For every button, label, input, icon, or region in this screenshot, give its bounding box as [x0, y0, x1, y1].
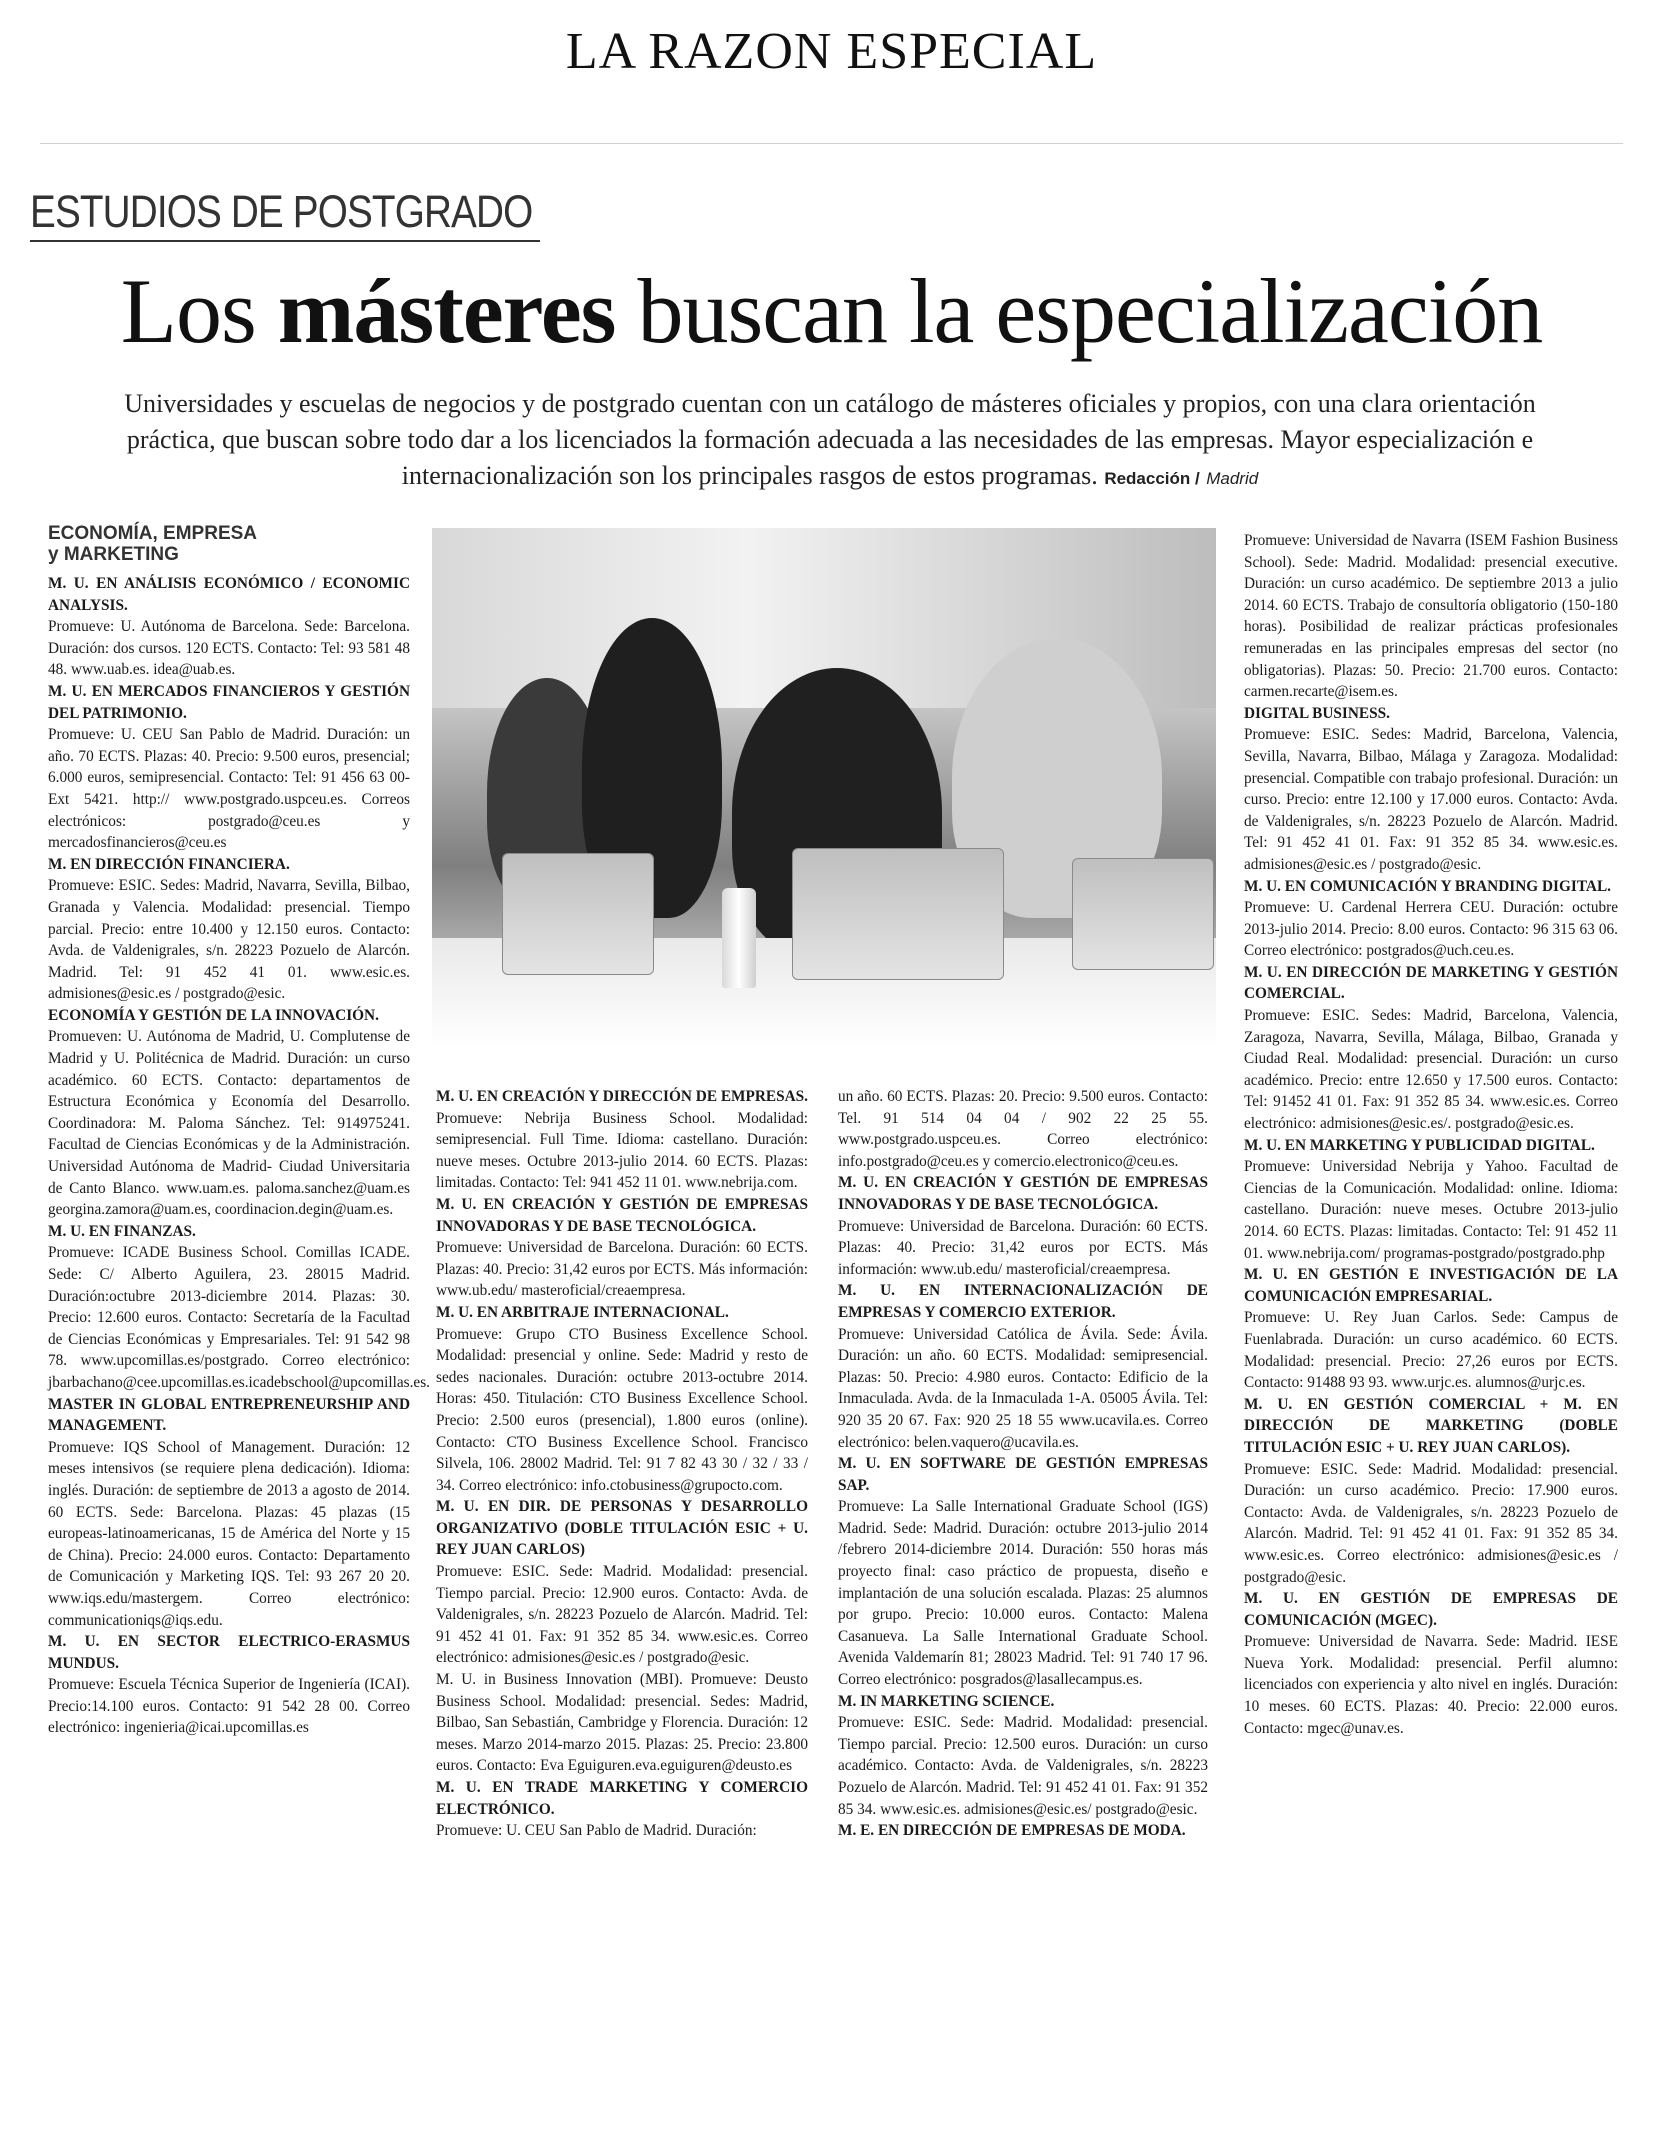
listing-details: Promueve: Universidad Católica de Ávila. Sede: Ávila. Duración: un año. 60 ECTS. Modalidad: semipresencial. Plazas: 50. Precio: 4.980 euros. Contacto: Edificio de la Inmaculada. Avda. de la Inmaculada 1-A. 05005 Ávila. Tel: 920 35 20 67. Fax: 920 25 18 55 www.ucavila.es. Correo electrónico: belen.vaquero@ucavila.es.: [838, 1325, 1208, 1451]
headline-pre: Los: [120, 260, 278, 362]
listing-details: Promueve: U. Autónoma de Barcelona. Sede: Barcelona. Duración: dos cursos. 120 ECTS. Contacto: Tel: 93 581 48 48. www.uab.es. idea@uab.es.: [48, 618, 410, 679]
listing-title: M. IN MARKETING SCIENCE.: [838, 1692, 1055, 1710]
listing-details: Promueve: U. Rey Juan Carlos. Sede: Campus de Fuenlabrada. Duración: un curso académico. 60 ECTS. Modalidad: presencial. Precio: 27,26 euros por ECTS. Contacto: 91488 93 93. www.urjc.es. alumnos@urjc.es.: [1244, 1309, 1618, 1392]
listing-details: Promueve: U. CEU San Pablo de Madrid. Duración:: [436, 1822, 757, 1840]
listing-details: M. U. in Business Innovation (MBI). Promueve: Deusto Business School. Modalidad: presencial. Sedes: Madrid, Bilbao, San Sebastián, Cambridge y Florencia. Duración: 12 meses. Marzo 2014-marzo 2015. Plazas: 25. Precio: 23.800 euros. Contacto: Eva Eguiguren.eva.eguiguren@deusto.es: [436, 1671, 808, 1775]
listing-title: M. U. EN GESTIÓN DE EMPRESAS DE COMUNICACIÓN (MGEC).: [1244, 1590, 1618, 1629]
byline: Redacción /: [1104, 469, 1200, 488]
masthead: LA RAZON ESPECIAL: [565, 23, 1098, 80]
listing-details: Promueve: U. Cardenal Herrera CEU. Duración: octubre 2013-julio 2014. Precio: 8.00 euros. Contacto: 96 315 63 06. Correo electrónico: postgrados@uch.ceu.es.: [1244, 899, 1618, 960]
listing-title: M. U. EN DIR. DE PERSONAS Y DESARROLLO ORGANIZATIVO (DOBLE TITULACIÓN ESIC + U. REY JUAN CARLOS): [436, 1498, 808, 1559]
listing-details: Promueve: Universidad de Navarra. Sede: Madrid. IESE Nueva York. Modalidad: presencial. Perfil alumno: licenciados con experiencia y alto nivel en inglés. Duración: 10 meses. 60 ECTS. Plazas: 40. Precio: 22.000 euros. Contacto: mgec@unav.es.: [1244, 1633, 1618, 1737]
listing-entry: [436, 1496, 808, 1669]
top-rule: [40, 143, 1623, 144]
listing-title: M. EN DIRECCIÓN FINANCIERA.: [48, 855, 290, 873]
byline-city: Madrid: [1206, 469, 1259, 488]
column-2: [436, 1086, 808, 1842]
column-3-entries: [838, 1086, 1208, 1842]
listing-title: M. U. EN CREACIÓN Y GESTIÓN DE EMPRESAS INNOVADORAS Y DE BASE TECNOLÓGICA.: [838, 1174, 1208, 1213]
listing-entry: [1244, 1588, 1618, 1739]
listing-entry: [838, 1691, 1208, 1821]
listing-title: ECONOMÍA Y GESTIÓN DE LA INNOVACIÓN.: [48, 1006, 379, 1024]
listing-details: Promueve: Universidad Nebrija y Yahoo. Facultad de Ciencias de la Comunicación. Modalidad: online. Idioma: castellano. Duración: nueve meses. Octubre 2013-julio 2014. 60 ECTS. Plazas: limitadas. Contacto: Tel: 91 452 11 01. www.nebrija.com/ programas-postgrado/postgrado.php: [1244, 1158, 1618, 1262]
listing-entry: [48, 681, 410, 854]
listing-details: Promueve: ESIC. Sedes: Madrid, Barcelona, Valencia, Zaragoza, Navarra, Sevilla, Málaga, Bilbao, Granada y Ciudad Real. Modalidad: presencial. Duración: un curso académico. Precio: entre 12.650 y 17.500 euros. Contacto: Tel: 91452 41 01. Fax: 91 352 85 34. www.esic.es. Correo electrónico: admisiones@esic.es/. postgrado@esic.es.: [1244, 1007, 1618, 1133]
listing-details: Promueve: La Salle International Graduate School (IGS) Madrid. Sede: Madrid. Duración: octubre 2013-julio 2014 /febrero 2014-diciembre 2014. Duración: 550 horas más proyecto final: caso práctico de propuesta, diseño e implantación de una solución escalada. Plazas: 25 alumnos por grupo. Precio: 10.000 euros. Contacto: Malena Casanueva. La Salle International Graduate School. Avenida Valdemarín 81; 28023 Madrid. Tel: 91 740 17 96. Correo electrónico: posgrados@lasallecampus.es.: [838, 1498, 1208, 1689]
listing-details: Promueve: ESIC. Sedes: Madrid, Navarra, Sevilla, Bilbao, Granada y Valencia. Modalidad: presencial. Tiempo parcial. Precio: entre 10.400 y 12.150 euros. Contacto: Avda. de Valdenigrales, s/n. 28223 Pozuelo de Alarcón. Madrid. Tel: 91 452 41 01. www.esic.es. admisiones@esic.es / postgrado@esic.: [48, 877, 410, 1003]
listing-title: M. U. EN TRADE MARKETING Y COMERCIO ELECTRÓNICO.: [436, 1779, 808, 1818]
listing-title: M. U. EN GESTIÓN COMERCIAL + M. EN DIRECCIÓN DE MARKETING (DOBLE TITULACIÓN ESIC + U. REY JUAN CARLOS).: [1244, 1395, 1618, 1456]
listing-title: M. U. EN CREACIÓN Y DIRECCIÓN DE EMPRESAS.: [436, 1088, 808, 1105]
headline-bold: másteres: [277, 260, 616, 362]
category-heading: [48, 523, 410, 565]
listing-title: M. U. EN CREACIÓN Y GESTIÓN DE EMPRESAS INNOVADORAS Y DE BASE TECNOLÓGICA.: [436, 1195, 808, 1235]
column-1-entries: [48, 573, 430, 1739]
photo-laptop: [792, 848, 1004, 980]
lede-text: Universidades y escuelas de negocios y de postgrado cuentan con un catálogo de másteres oficiales y propios, con una clara orientación práctica, que buscan sobre todo dar a los licenciados la formación adecuada a las necesidades de las empresas. Mayor especialización e internacionalización son los principales rasgos de estos programas.: [124, 389, 1536, 490]
section-rule: [30, 240, 540, 242]
listing-details: Promueve: Universidad de Navarra (ISEM Fashion Business School). Sede: Madrid. Modalidad: presencial executive. Duración: un curso académico. De septiembre 2013 a julio 2014. 60 ECTS. Trabajo de consultoría obligatorio (150-180 horas). Posibilidad de realizar prácticas profesionales remuneradas en las principales empresas del sector (no obligatorias). Plazas: 50. Precio: 21.700 euros. Contacto: carmen.recarte@isem.es.: [1244, 532, 1618, 701]
students-photo: [432, 528, 1216, 1048]
listing-details: Promueve: ESIC. Sedes: Madrid, Barcelona, Valencia, Sevilla, Navarra, Bilbao, Málaga y Zaragoza. Modalidad: presencial. Compatible con trabajo profesional. Duración: un curso. Precio: entre 12.100 y 17.000 euros. Contacto: Avda. de Valdenigrales, s/n. 28223 Pozuelo de Alarcón. Madrid. Tel: 91 452 41 01. Fax: 91 352 85 34. www.esic.es. admisiones@esic.es / postgrado@esic.: [1244, 726, 1618, 873]
category-heading-line1: ECONOMÍA, EMPRESA: [48, 523, 258, 544]
listing-entry: [838, 1172, 1208, 1280]
listing-entry: [48, 854, 410, 1005]
listing-title: M. U. EN SECTOR ELECTRICO-ERASMUS MUNDUS.: [48, 1633, 410, 1672]
listing-entry: [436, 1194, 808, 1302]
listing-entry: [48, 573, 410, 681]
listing-details: Promueve: ESIC. Sede: Madrid. Modalidad: presencial. Duración: un curso académico. Precio: 17.900 euros. Contacto: Avda. de Valdenigrales, s/n. 28223 Pozuelo de Alarcón. Madrid. Tel: 91 452 41 01. Fax: 91 352 85 34. www.esic.es. Correo electrónico: admisiones@esic.es / postgrado@esic.: [1244, 1460, 1618, 1586]
listing-title: M. U. EN MERCADOS FINANCIEROS Y GESTIÓN DEL PATRIMONIO.: [48, 682, 410, 722]
listing-entry: [838, 1280, 1208, 1453]
listing-details: Promueve: Universidad de Barcelona. Duración: 60 ECTS. Plazas: 40. Precio: 31,42 euros por ECTS. Más información: www.ub.edu/ masteroficial/creaempresa.: [436, 1239, 808, 1300]
listing-entry: [436, 1086, 808, 1194]
listing-entry: [1244, 1264, 1618, 1394]
listing-title: M. U. EN ANÁLISIS ECONÓMICO / ECONOMIC ANALYSIS.: [48, 575, 410, 614]
listing-details: Promueve: IQS School of Management. Duración: 12 meses intensivos (se requiere plena dedicación). Idioma: inglés. Duración: de septiembre de 2013 a agosto de 2014. 60 ECTS. Sede: Barcelona. Plazas: 45 plazas (15 europeas-latinoamericanas, 15 de América del Norte y 15 de China). Precio: 24.000 euros. Contacto: Departamento de Comunicación y Marketing IQS. Tel: 93 267 20 20. www.iqs.edu/mastergem. Correo electrónico: communicationiqs@iqs.edu.: [48, 1438, 410, 1629]
listing-title: M. U. EN GESTIÓN E INVESTIGACIÓN DE LA COMUNICACIÓN EMPRESARIAL.: [1244, 1266, 1618, 1305]
listing-entry: [1244, 530, 1618, 703]
column-4: [1244, 530, 1618, 1739]
column-3: [838, 1086, 1208, 1842]
listing-title: MASTER IN GLOBAL ENTREPRENEURSHIP AND MANAGEMENT.: [48, 1395, 410, 1435]
listing-title: M. U. EN DIRECCIÓN DE MARKETING Y GESTIÓN COMERCIAL.: [1244, 963, 1618, 1003]
column-1: [48, 523, 430, 1739]
listing-entry: [838, 1453, 1208, 1691]
column-2-entries: [436, 1086, 808, 1842]
listing-entry: [1244, 703, 1618, 876]
listing-entry: [1244, 1135, 1618, 1265]
listing-title: M. U. EN INTERNACIONALIZACIÓN DE EMPRESAS Y COMERCIO EXTERIOR.: [838, 1282, 1208, 1321]
listing-details: Promueve: Escuela Técnica Superior de Ingeniería (ICAI). Precio:14.100 euros. Contacto: 91 542 28 00. Correo electrónico: ingenieria@icai.upcomillas.es: [48, 1676, 410, 1737]
listing-entry: [48, 1631, 410, 1739]
section-tag: ESTUDIOS DE POSTGRADO: [30, 186, 533, 237]
listing-title: M. U. EN MARKETING Y PUBLICIDAD DIGITAL.: [1244, 1136, 1595, 1154]
photo-laptop: [502, 853, 654, 975]
listing-title: M. U. EN SOFTWARE DE GESTIÓN EMPRESAS SAP.: [838, 1455, 1208, 1494]
listing-details: Promueve: Grupo CTO Business Excellence School. Modalidad: presencial y online. Sede: Madrid y resto de sedes nacionales. Duración: octubre 2013-octubre 2014. Horas: 450. Titulación: CTO Business Excellence School. Precio: 2.500 euros (presencial), 1.800 euros (online). Contacto: CTO Business Excellence School. Francisco Silvela, 106. 28002 Madrid. Tel: 91 7 82 43 30 / 32 / 33 / 34. Correo electrónico: info.ctobusiness@grupocto.com.: [436, 1325, 808, 1494]
listing-details: Promueve: Nebrija Business School. Modalidad: semipresencial. Full Time. Idioma: castellano. Duración: nueve meses. Octubre 2013-julio 2014. 60 ECTS. Plazas: limitadas. Contacto: Tel: 941 452 11 01. www.nebrija.com.: [436, 1109, 808, 1192]
listing-title: M. U. EN ARBITRAJE INTERNACIONAL.: [436, 1303, 729, 1321]
listing-details: Promueve: ESIC. Sede: Madrid. Modalidad: presencial. Tiempo parcial. Precio: 12.900 euros. Contacto: Avda. de Valdenigrales, s/n. 28223 Pozuelo de Alarcón. Madrid. Tel: 91 452 41 01. Fax: 91 352 85 34. www.esic.es. Correo electrónico: admisiones@esic.es / postgrado@esic.: [436, 1563, 808, 1667]
photo-bottle: [722, 888, 756, 988]
listing-details: Promueve: ICADE Business School. Comillas ICADE. Sede: C/ Alberto Aguilera, 23. 28015 Madrid. Duración:octubre 2013-diciembre 2014. Plazas: 30. Precio: 12.600 euros. Contacto: Secretaría de la Facultad de Ciencias Económicas y Empresariales. Tel: 91 542 98 78. www.upcomillas.es/postgrado. Correo electrónico: jbarbachano@cee.upcomillas.es.icadebschool@upcomillas.es.: [48, 1244, 430, 1391]
lede: [95, 386, 1565, 497]
listing-entry: [48, 1394, 410, 1632]
listing-details: Promueve: U. CEU San Pablo de Madrid. Duración: un año. 70 ECTS. Plazas: 40. Precio: 9.500 euros, presencial; 6.000 euros, semipresencial. Contacto: Tel: 91 456 63 00-Ext 5421. http:// www.postgrado.uspceu.es. Correos electrónicos: postgrado@ceu.es y mercadosfinancieros@ceu.es: [48, 726, 410, 852]
listing-title: M. E. EN DIRECCIÓN DE EMPRESAS DE MODA.: [838, 1822, 1186, 1840]
listing-details: Promueve: Universidad de Barcelona. Duración: 60 ECTS. Plazas: 40. Precio: 31,42 euros por ECTS. Más información: www.ub.edu/ masteroficial/creaempresa.: [838, 1217, 1208, 1278]
column-4-entries: [1244, 530, 1618, 1739]
listing-details: un año. 60 ECTS. Plazas: 20. Precio: 9.500 euros. Contacto: Tel. 91 514 04 04 / 902 22 25 55. www.postgrado.uspceu.es. Correo electrónico: info.postgrado@ceu.es y comercio.electronico@ceu.es.: [838, 1088, 1208, 1170]
listing-entry: [436, 1777, 808, 1842]
listing-entry: [838, 1086, 1208, 1172]
listing-entry: [436, 1302, 808, 1496]
listing-entry: [1244, 876, 1618, 962]
listing-entry: [838, 1820, 1208, 1842]
listing-title: DIGITAL BUSINESS.: [1244, 704, 1390, 722]
headline-post: buscan la especialización: [615, 260, 1543, 362]
listing-title: M. U. EN COMUNICACIÓN Y BRANDING DIGITAL.: [1244, 877, 1611, 895]
listing-title: M. U. EN FINANZAS.: [48, 1222, 196, 1240]
listing-entry: [1244, 1394, 1618, 1588]
listing-entry: [436, 1669, 808, 1777]
category-heading-line2: y MARKETING: [48, 544, 179, 565]
photo-laptop: [1072, 858, 1214, 970]
listing-details: Promueven: U. Autónoma de Madrid, U. Complutense de Madrid y U. Politécnica de Madrid. Duración: un curso académico. 60 ECTS. Contacto: departamentos de Estructura Económica y Economía del Desarrollo. Coordinadora: M. Paloma Sánchez. Tel: 914975241. Facultad de Ciencias Económicas y de la Administración. Universidad Autónoma de Madrid- Ciudad Universitaria de Canto Blanco. www.uam.es. paloma.sanchez@uam.es georgina.zamora@uam.es, coordinacion.degin@uam.es.: [48, 1028, 410, 1219]
listing-entry: [48, 1221, 430, 1394]
listing-entry: [1244, 962, 1618, 1135]
headline: [0, 258, 1663, 364]
listing-entry: [48, 1005, 410, 1221]
listing-details: Promueve: ESIC. Sede: Madrid. Modalidad: presencial. Tiempo parcial. Precio: 12.500 euros. Duración: un curso académico. Contacto: Avda. de Valdenigrales, s/n. 28223 Pozuelo de Alarcón. Madrid. Tel: 91 452 41 01. Fax: 91 352 85 34. www.esic.es. admisiones@esic.es/ postgrado@esic.: [838, 1714, 1208, 1818]
